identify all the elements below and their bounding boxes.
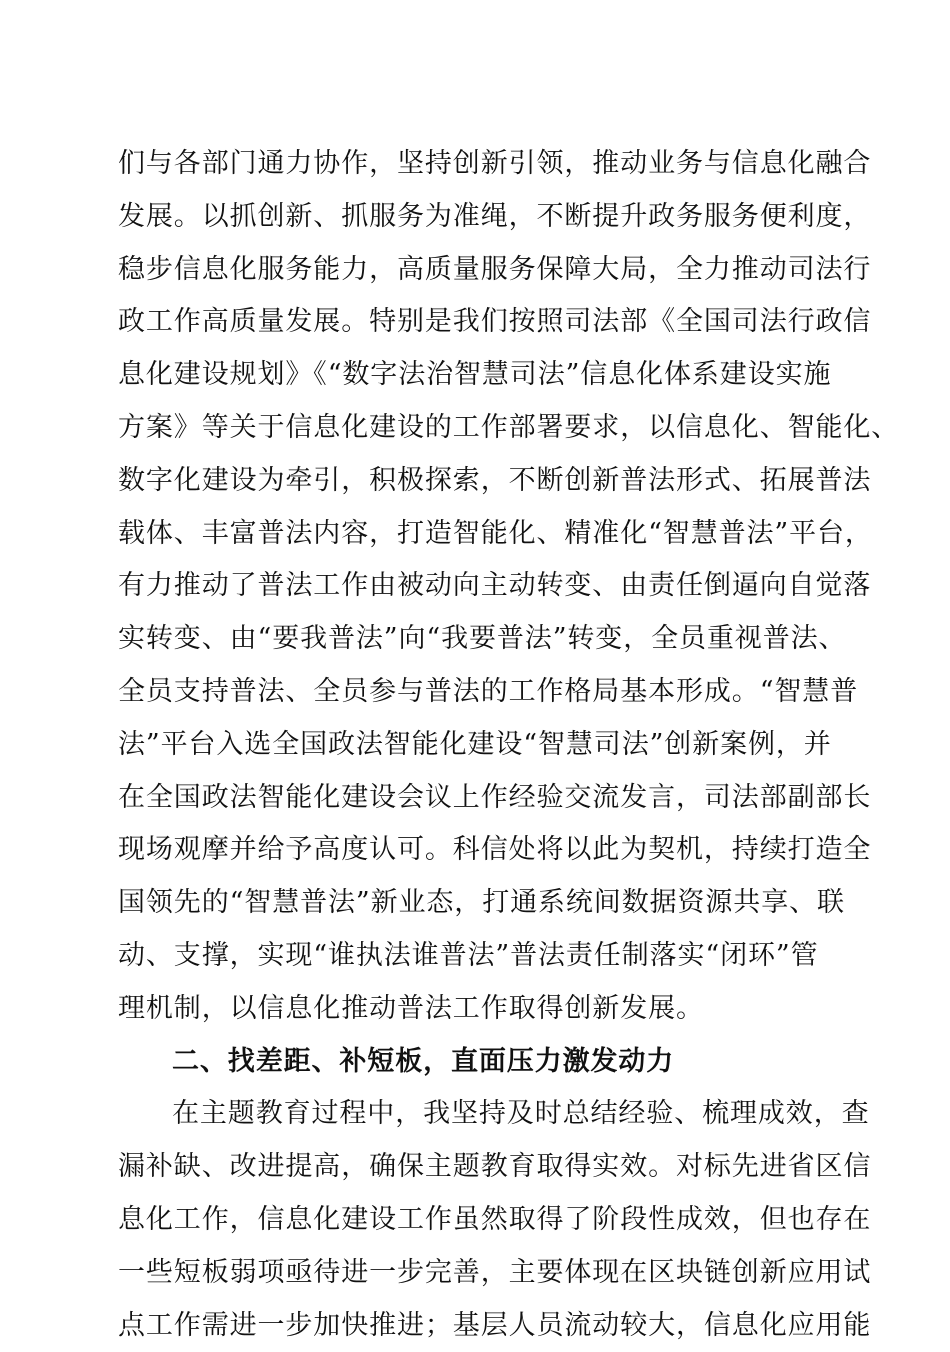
paragraph-line: 方案》等关于信息化建设的工作部署要求，以信息化、智能化、 (118, 411, 900, 443)
paragraph-line: 息化建设规划》《“数字法治智慧司法”信息化体系建设实施 (118, 359, 832, 391)
paragraph-line: 稳步信息化服务能力，高质量服务保障大局，全力推动司法行 (118, 253, 872, 285)
paragraph-line: 数字化建设为牵引，积极探索，不断创新普法形式、拓展普法 (118, 464, 872, 496)
section-heading: 二、找差距、补短板，直面压力激发动力 (172, 1045, 675, 1077)
paragraph-line: 有力推动了普法工作由被动向主动转变、由责任倒逼向自觉落 (118, 570, 872, 602)
paragraph-line: 理机制，以信息化推动普法工作取得创新发展。 (118, 992, 704, 1024)
paragraph-line: 载体、丰富普法内容，打造智能化、精准化“智慧普法”平台， (118, 517, 873, 549)
paragraph-line: 法”平台入选全国政法智能化建设“智慧司法”创新案例，并 (118, 728, 832, 760)
paragraph-line: 动、支撑，实现“谁执法谁普法”普法责任制落实“闭环”管 (118, 939, 819, 971)
paragraph-line: 一些短板弱项亟待进一步完善，主要体现在区块链创新应用试 (118, 1256, 872, 1288)
paragraph-line: 国领先的“智慧普法”新业态，打通系统间数据资源共享、联 (118, 887, 845, 919)
paragraph-line: 息化工作，信息化建设工作虽然取得了阶段性成效，但也存在 (118, 1203, 872, 1235)
paragraph-line: 们与各部门通力协作，坚持创新引领，推动业务与信息化融合 (118, 148, 872, 179)
paragraph-line: 政工作高质量发展。特别是我们按照司法部《全国司法行政信 (118, 306, 872, 338)
paragraph-line: 现场观摩并给予高度认可。科信处将以此为契机，持续打造全 (118, 834, 872, 866)
paragraph-line: 实转变、由“要我普法”向“我要普法”转变，全员重视普法、 (118, 623, 847, 655)
paragraph-line: 在全国政法智能化建设会议上作经验交流发言，司法部副部长 (118, 781, 872, 813)
paragraph-line: 发展。以抓创新、抓服务为准绳，不断提升政务服务便利度， (118, 200, 872, 232)
paragraph-line: 漏补缺、改进提高，确保主题教育取得实效。对标先进省区信 (118, 1151, 872, 1183)
document-body (118, 138, 900, 1352)
paragraph-line: 全员支持普法、全员参与普法的工作格局基本形成。“智慧普 (118, 675, 859, 707)
paragraph-line: 在主题教育过程中，我坚持及时总结经验、梳理成效，查 (172, 1098, 870, 1130)
paragraph-line: 点工作需进一步加快推进；基层人员流动较大，信息化应用能 (118, 1309, 872, 1341)
